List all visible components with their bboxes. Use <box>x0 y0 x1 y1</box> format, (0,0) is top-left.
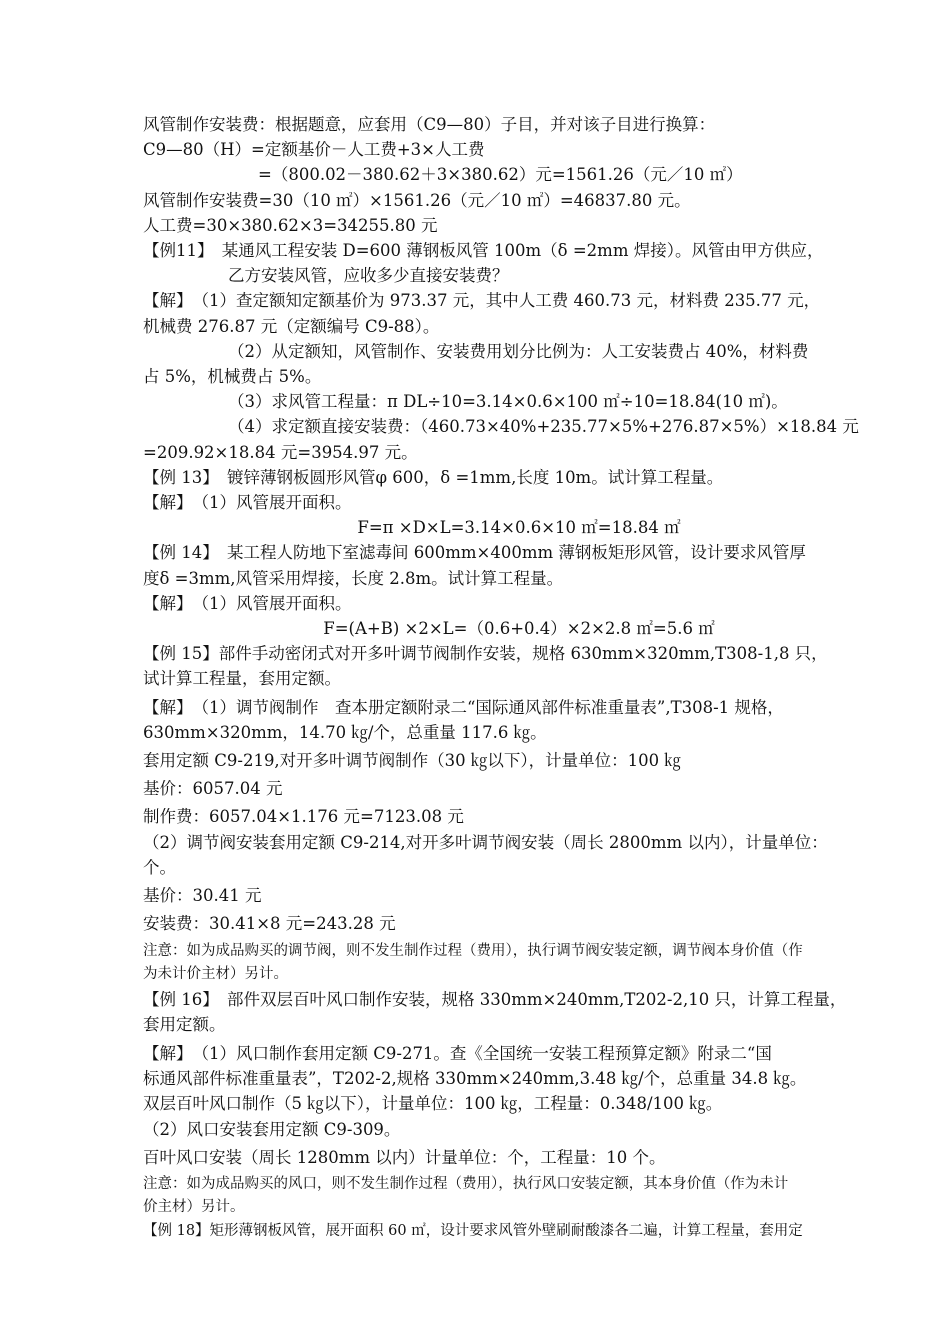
text-line: （4）求定额直接安装费：（460.73×40%+235.77×5%+276.87×5%）×18.84 元 <box>228 417 859 437</box>
text-line: 630mm×320mm，14.70 ㎏/个，总重量 117.6 ㎏。 <box>143 722 547 742</box>
text-line: 基价：6057.04 元 <box>143 779 283 799</box>
text-line: 度δ =3mm,风管采用焊接，长度 2.8m。试计算工程量。 <box>143 568 564 588</box>
example-heading: 【例 14】 某工程人防地下室滤毒间 600mm×400mm 薄钢板矩形风管，设计要求风管厚 <box>143 543 806 563</box>
example-heading: 【例 16】 部件双层百叶风口制作安装，规格 330mm×240mm,T202-2,10 只，计算工程量， <box>143 989 847 1009</box>
note-line: 注意：如为成品购买的风口，则不发生制作过程（费用），执行风口安装定额，其本身价值（作为未计 <box>143 1175 789 1192</box>
example-heading: 【例 15】部件手动密闭式对开多叶调节阀制作安装，规格 630mm×320mm,T308-1,8 只， <box>143 644 828 664</box>
text-line: 制作费：6057.04×1.176 元=7123.08 元 <box>143 807 464 827</box>
text-line: （2）从定额知，风管制作、安装费用划分比例为：人工安装费占 40%，材料费 <box>228 341 809 361</box>
example-heading: 【例 13】 镀锌薄钢板圆形风管φ 600，δ =1mm,长度 10m。试计算工程量。 <box>143 467 724 487</box>
solution-line: 【解】 （1）风口制作套用定额 C9-271。查《全国统一安装工程预算定额》附录二“国 <box>143 1043 772 1063</box>
text-line: （2）风口安装套用定额 C9-309。 <box>143 1119 401 1139</box>
text-line: 试计算工程量，套用定额。 <box>143 669 341 689</box>
text-line: 乙方安装风管，应收多少直接安装费？ <box>228 266 509 286</box>
text-line: 风管制作安装费：根据题意，应套用（C9—80）子目，并对该子目进行换算： <box>143 115 716 134</box>
text-line: 个。 <box>143 857 176 877</box>
formula-line: F=π ×D×L=3.14×0.6×10 ㎡=18.84 ㎡ <box>357 518 681 538</box>
note-line: 注意：如为成品购买的调节阀，则不发生制作过程（费用），执行调节阀安装定额，调节阀本身价值（作 <box>143 942 803 959</box>
text-line: 标通风部件标准重量表”，T202-2,规格 330mm×240mm,3.48 ㎏/个，总重量 34.8 ㎏。 <box>143 1069 807 1089</box>
example-heading: 【例 18】矩形薄钢板风管，展开面积 60 ㎡，设计要求风管外壁刷耐酸漆各二遍，计算工程量，套用定 <box>143 1222 803 1239</box>
solution-line: 【解】 （1）风管展开面积。 <box>143 493 352 513</box>
text-line: 百叶风口安装（周长 1280mm 以内）计量单位：个，工程量：10 个。 <box>143 1147 666 1167</box>
text-line: 基价：30.41 元 <box>143 886 262 906</box>
formula-line: F=(A+B) ×2×L=（0.6+0.4）×2×2.8 ㎡=5.6 ㎡ <box>323 619 715 639</box>
text-line: 机械费 276.87 元（定额编号 C9-88）。 <box>143 316 440 336</box>
text-line: =（800.02－380.62＋3×380.62）元=1561.26（元／10 ㎡） <box>258 165 743 185</box>
text-line: 套用定额。 <box>143 1014 226 1034</box>
text-line: （3）求风管工程量：π DL÷10=3.14×0.6×100 ㎡÷10=18.84(10 ㎡)。 <box>228 392 788 412</box>
note-line: 为未计价主材）另计。 <box>143 966 288 982</box>
text-line: 占 5%，机械费占 5%。 <box>143 367 322 387</box>
example-heading: 【例11】 某通风工程安装 D=600 薄钢板风管 100m（δ =2mm 焊接）。风管由甲方供应， <box>143 241 824 261</box>
text-line: 安装费：30.41×8 元=243.28 元 <box>143 914 396 934</box>
text-line: 双层百叶风口制作（5 ㎏以下），计量单位：100 ㎏，工程量：0.348/100 ㎏。 <box>143 1094 723 1114</box>
solution-line: 【解】 （1）调节阀制作 查本册定额附录二“国际通风部件标准重量表”,T308-1 规格， <box>143 697 784 717</box>
text-line: 套用定额 C9-219,对开多叶调节阀制作（30 ㎏以下），计量单位：100 ㎏ <box>143 751 681 771</box>
text-line: 风管制作安装费=30（10 ㎡）×1561.26（元／10 ㎡）=46837.80 元。 <box>143 190 691 210</box>
document-body <box>143 112 895 1243</box>
solution-line: 【解】 （1）风管展开面积。 <box>143 593 352 613</box>
solution-line: 【解】 （1）查定额知定额基价为 973.37 元，其中人工费 460.73 元，材料费 235.77 元， <box>143 291 821 311</box>
text-line: =209.92×18.84 元=3954.97 元。 <box>143 442 418 462</box>
text-line: （2）调节阀安装套用定额 C9-214,对开多叶调节阀安装（周长 2800mm 以内），计量单位： <box>143 832 828 852</box>
text-line: C9—80（H）=定额基价－人工费+3×人工费 <box>143 140 485 160</box>
note-line: 价主材）另计。 <box>143 1199 245 1216</box>
text-line: 人工费=30×380.62×3=34255.80 元 <box>143 215 438 235</box>
